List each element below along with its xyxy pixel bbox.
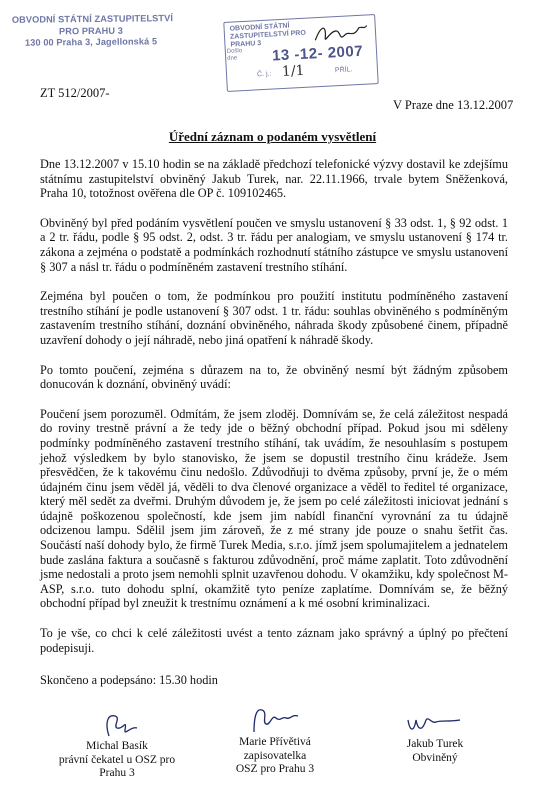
received-stamp-number: 1/1 bbox=[281, 62, 305, 81]
document-title: Úřední záznam o podaném vysvětlení bbox=[168, 129, 377, 144]
signature-1-role: právní čekatel u OSZ pro bbox=[58, 753, 176, 766]
signature-block-1 bbox=[52, 710, 182, 781]
received-stamp-number-label: Č. j.: bbox=[256, 70, 272, 79]
office-stamp bbox=[11, 13, 174, 55]
paragraph-4: Po tomto poučení, zejména s důrazem na to, že obviněný nesmí být žádným způsobem donucován k doznání, obviněný uvádí: bbox=[40, 362, 508, 392]
reference-number: ZT 512/2007- bbox=[40, 86, 110, 100]
signature-2-role2: OSZ pro Prahu 3 bbox=[235, 763, 315, 775]
paragraph-1: Dne 13.12.2007 v 15.10 hodin se na základě předchozí telefonické výzvy dostavil ke zdejšímu státnímu zastupitelství obviněný Jakub Turek, nar. 22.11.1966, trvale bytem Sněženková, Praha 10, totožnost ověřena dle OP č. 109102465. bbox=[40, 157, 508, 201]
signature-3-icon bbox=[400, 708, 470, 738]
closing-line: Skončeno a podepsáno: 15.30 hodin bbox=[40, 673, 218, 688]
signature-3-name: Jakub Turek bbox=[406, 738, 464, 750]
paragraph-6: To je vše, co chci k celé záležitosti uvést a tento záznam jako správný a úplný po přečtení podepisuji. bbox=[40, 626, 508, 655]
received-stamp-signature-icon bbox=[310, 17, 371, 48]
signature-area bbox=[40, 690, 510, 790]
place-date: V Praze dne 13.12.2007 bbox=[393, 98, 514, 112]
signature-1-icon bbox=[87, 710, 147, 740]
paragraph-2: Obviněný byl před podáním vysvětlení poučen ve smyslu ustanovení § 33 odst. 1, § 92 odst. 1 a 2 tr. řádu, podle § 95 odst. 2, odst. 3 tr. řádu per analogiam, ve smyslu ustanovení § 174 tr. zákona a zejména o podstatě a podmínkách rozhodnutí státního zástupce ve smyslu ustanovení § 307 a násl tr. řádu o podmíněném zastavení trestního stíhání. bbox=[40, 215, 508, 274]
received-stamp-date: 13 -12- 2007 bbox=[271, 42, 364, 65]
signature-block-2 bbox=[210, 704, 340, 777]
office-stamp-line3: 130 00 Praha 3, Jagellonská 5 bbox=[24, 36, 158, 48]
received-stamp bbox=[223, 14, 378, 92]
signature-1-role2: Prahu 3 bbox=[99, 767, 135, 779]
signature-block-3 bbox=[380, 708, 490, 765]
office-stamp-line1: OBVODNÍ STÁTNÍ ZASTUPITELSTVÍ bbox=[11, 13, 174, 25]
received-stamp-extra: PŘÍL. bbox=[334, 66, 353, 75]
paragraph-5: Poučení jsem porozuměl. Odmítám, že jsem zloděj. Domnívám se, že celá záležitost nespadá do roviny trestně právní a že tedy jde o běžný obchodní případ. Pokud jsou mi sděleny podmínky podmíněného zastavení trestního stíhání, tak uvádím, že nesouhlasím s postupem jehož výsledkem by bylo stanovisko, že jsem se dopustil trestního činu krádeže. Jsem přesvědčen, že k takovému činu nedošlo. Zdůvodňuji to dvěma způsoby, první je, že o mém údajném činu jsem věděl já, věděli to dva členové organizace a věděl to ředitel té organizace, který měl sedět za dveřmi. Druhým důvodem je, že jsem po celé záležitosti iniciovat jednání s údajně poškozenou společností, kde jsem jim nabídl finanční vyrovnání za tu údajně odcizenou lampu. Sdělil jsem jim zároveň, že z mé strany jde pouze o snahu šetřit čas. Součástí naší dohody bylo, že firmě Turek Media, s.r.o. jímž jsem spolumajitelem a jednatelem bude zaslána faktura a současně s fakturou zdůvodnění, proč máme zaplatit. Toto zdůvodnění jsme nedostali a proto jsem nemohli splnit uzavřenou dohodu. V okamžiku, kdy společnost M-ASP, s.r.o. tuto dohodu splní, okamžitě tyto peníze zaplatíme. Domnívám se, že běžný obchodní případ byl zneužit k trestnímu oznámení a k mé osobní kriminalizaci. bbox=[40, 406, 508, 611]
signature-2-role: zapisovatelka bbox=[243, 749, 307, 762]
office-stamp-line2: PRO PRAHU 3 bbox=[58, 25, 123, 36]
document-body bbox=[40, 157, 508, 703]
received-stamp-office: OBVODNÍ STÁTNÍ ZASTUPITELSTVÍ PRO PRAHU 3 bbox=[229, 22, 306, 49]
signature-2-icon bbox=[240, 704, 310, 736]
signature-2-name: Marie Přívětivá bbox=[239, 736, 311, 748]
signature-1-name: Michal Basík bbox=[86, 740, 148, 752]
paragraph-3: Zejména byl poučen o tom, že podmínkou pro použití institutu podmíněného zastavení trestního stíhání je podle ustanovení § 307 odst. 1 tr. řádu: souhlas obviněného s podmíněným zastavením trestního stíhání, doznání obviněného, náhrada škody způsobené činem, případně uzavření dohody o její náhradě, nebo jiná opatření k náhradě škody. bbox=[40, 289, 508, 347]
signature-3-role: Obviněný bbox=[412, 751, 458, 764]
received-stamp-label: Došlo dne bbox=[226, 48, 243, 62]
